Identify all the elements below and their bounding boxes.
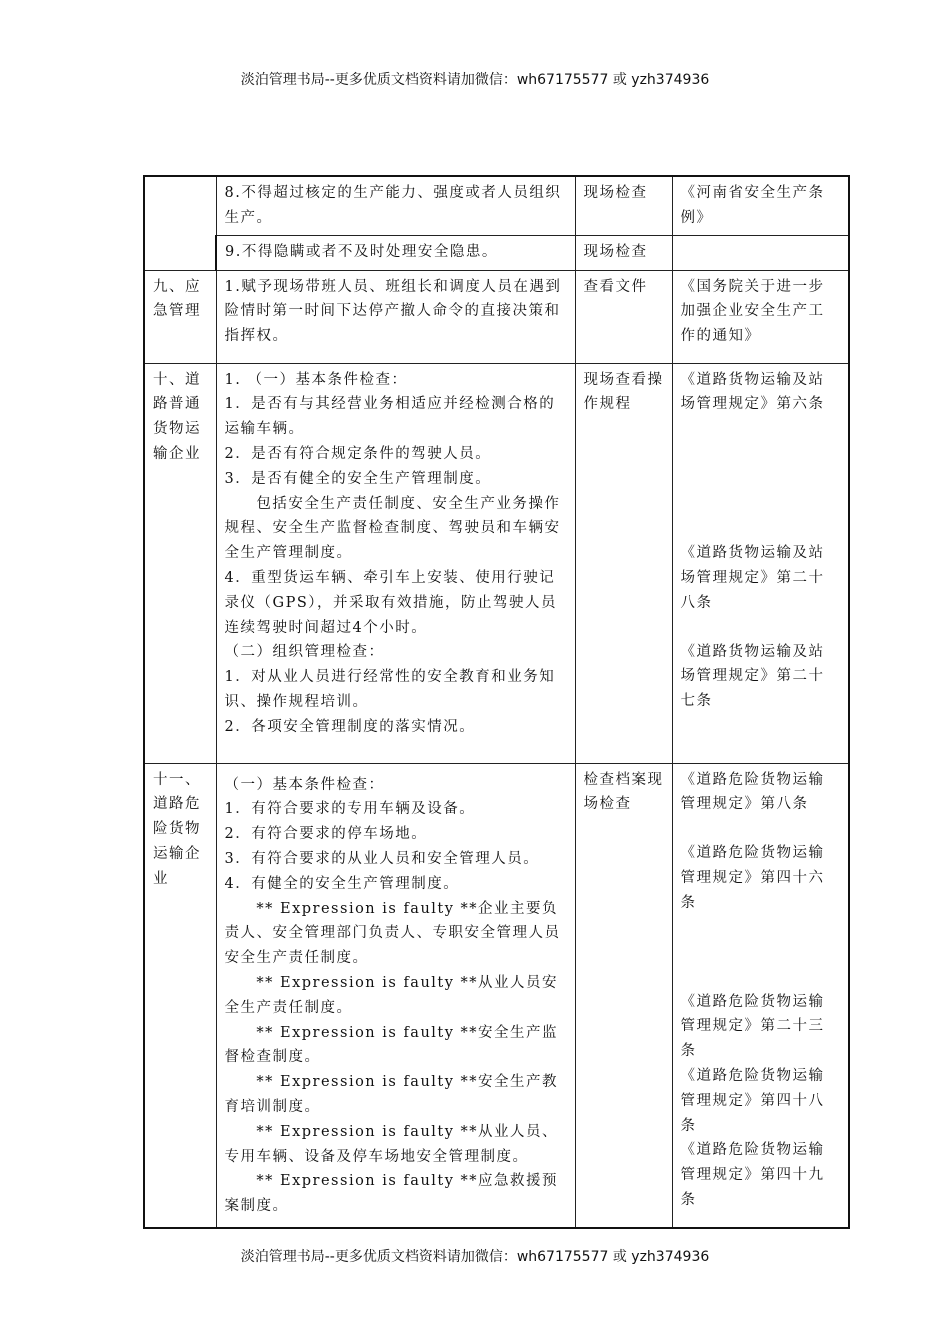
method-cell: 现场检查 (575, 176, 672, 235)
content-line: ** Expression is faulty **企业主要负责人、安全管理部门负责人、专职安全管理人员安全生产责任制度。 (224, 900, 561, 967)
content-line: （二）组织管理检查： (224, 644, 385, 661)
table-row (144, 363, 849, 763)
basis-cell (672, 235, 849, 270)
basis-cell (672, 763, 849, 1228)
category-cell: 十、道路普通货物运输企业 (144, 363, 216, 763)
content-line: 包括安全生产责任制度、安全生产业务操作规程、安全生产监督检查制度、驾驶员和车辆安全生产管理制度。 (224, 495, 561, 562)
page-header: 淡泊管理书局--更多优质文档资料请加微信：wh67175577 或 yzh374936 (240, 72, 710, 88)
basis-line: 《道路危险货物运输管理规定》第八条 (680, 771, 825, 813)
content-line: ** Expression is faulty **安全生产教育培训制度。 (224, 1074, 559, 1115)
inspection-table (143, 175, 850, 1229)
content-line: 1．有符合要求的专用车辆及设备。 (224, 801, 476, 818)
content-cell: 1.赋予现场带班人员、班组长和调度人员在遇到险情时第一时间下达停产撤人命令的直接决策和指挥权。 (216, 270, 575, 363)
method-cell: 现场查看操作规程 (575, 363, 672, 763)
method-cell: 查看文件 (575, 270, 672, 363)
content-cell: 8.不得超过核定的生产能力、强度或者人员组织生产。 (216, 176, 575, 235)
content-line: ** Expression is faulty **从业人员安全生产责任制度。 (224, 974, 559, 1016)
content-cell (216, 763, 575, 1228)
method-cell: 检查档案现场检查 (575, 763, 672, 1228)
category-cell: 九、应急管理 (144, 270, 216, 363)
table-row (144, 763, 849, 1228)
content-line: ** Expression is faulty **从业人员、专用车辆、设备及停车场地安全管理制度。 (224, 1123, 559, 1165)
page-footer: 淡泊管理书局--更多优质文档资料请加微信：wh67175577 或 yzh374936 (240, 1249, 710, 1265)
content-line: 4．重型货运车辆、牵引车上安装、使用行驶记录仪（GPS），并采取有效措施，防止驾驶人员连续驾驶时间超过4个小时。 (224, 569, 558, 636)
content-line: 2．各项安全管理制度的落实情况。 (224, 718, 476, 735)
table-row (144, 235, 849, 270)
content-line: （一）基本条件检查： (224, 776, 385, 793)
content-line: 1．对从业人员进行经常性的安全教育和业务知识、操作规程培训。 (224, 669, 556, 710)
content-cell: 9.不得隐瞒或者不及时处理安全隐患。 (216, 235, 575, 270)
content-line: 1. （一）基本条件检查： (224, 371, 408, 388)
basis-line: 《道路危险货物运输管理规定》第四十八条 (680, 1067, 825, 1134)
spacer (681, 916, 841, 990)
basis-line: 《道路危险货物运输管理规定》第四十九条 (680, 1142, 825, 1208)
spacer (681, 616, 841, 640)
basis-line: 《道路危险货物运输管理规定》第二十三条 (680, 993, 825, 1060)
basis-line: 《道路货物运输及站场管理规定》第六条 (680, 371, 825, 413)
basis-cell: 《河南省安全生产条例》 (672, 176, 849, 235)
content-line: 4．有健全的安全生产管理制度。 (224, 875, 460, 892)
content-line: 3．有符合要求的从业人员和安全管理人员。 (224, 850, 540, 867)
content-line: 2．有符合要求的停车场地。 (224, 826, 428, 843)
table-row (144, 270, 849, 363)
basis-line: 《道路货物运输及站场管理规定》第二十八条 (680, 545, 825, 611)
category-cell (144, 176, 216, 270)
content-line: 1．是否有与其经营业务相适应并经检测合格的运输车辆。 (224, 396, 556, 438)
content-line: ** Expression is faulty **应急救援预案制度。 (224, 1173, 559, 1215)
category-cell: 十一、道路危险货物运输企业 (144, 763, 216, 1228)
method-cell: 现场检查 (575, 235, 672, 270)
content-cell (216, 363, 575, 763)
table-row (144, 176, 849, 235)
content-line: 3．是否有健全的安全生产管理制度。 (224, 470, 492, 487)
spacer (681, 817, 841, 841)
basis-line: 《道路危险货物运输管理规定》第四十六条 (680, 845, 825, 911)
basis-cell: 《国务院关于进一步加强企业安全生产工作的通知》 (672, 270, 849, 363)
content-line: 2．是否有符合规定条件的驾驶人员。 (224, 445, 492, 462)
content-line: ** Expression is faulty **安全生产监督检查制度。 (224, 1024, 559, 1066)
basis-line: 《道路货物运输及站场管理规定》第二十七条 (680, 643, 825, 710)
spacer (681, 417, 841, 541)
basis-cell (672, 363, 849, 763)
